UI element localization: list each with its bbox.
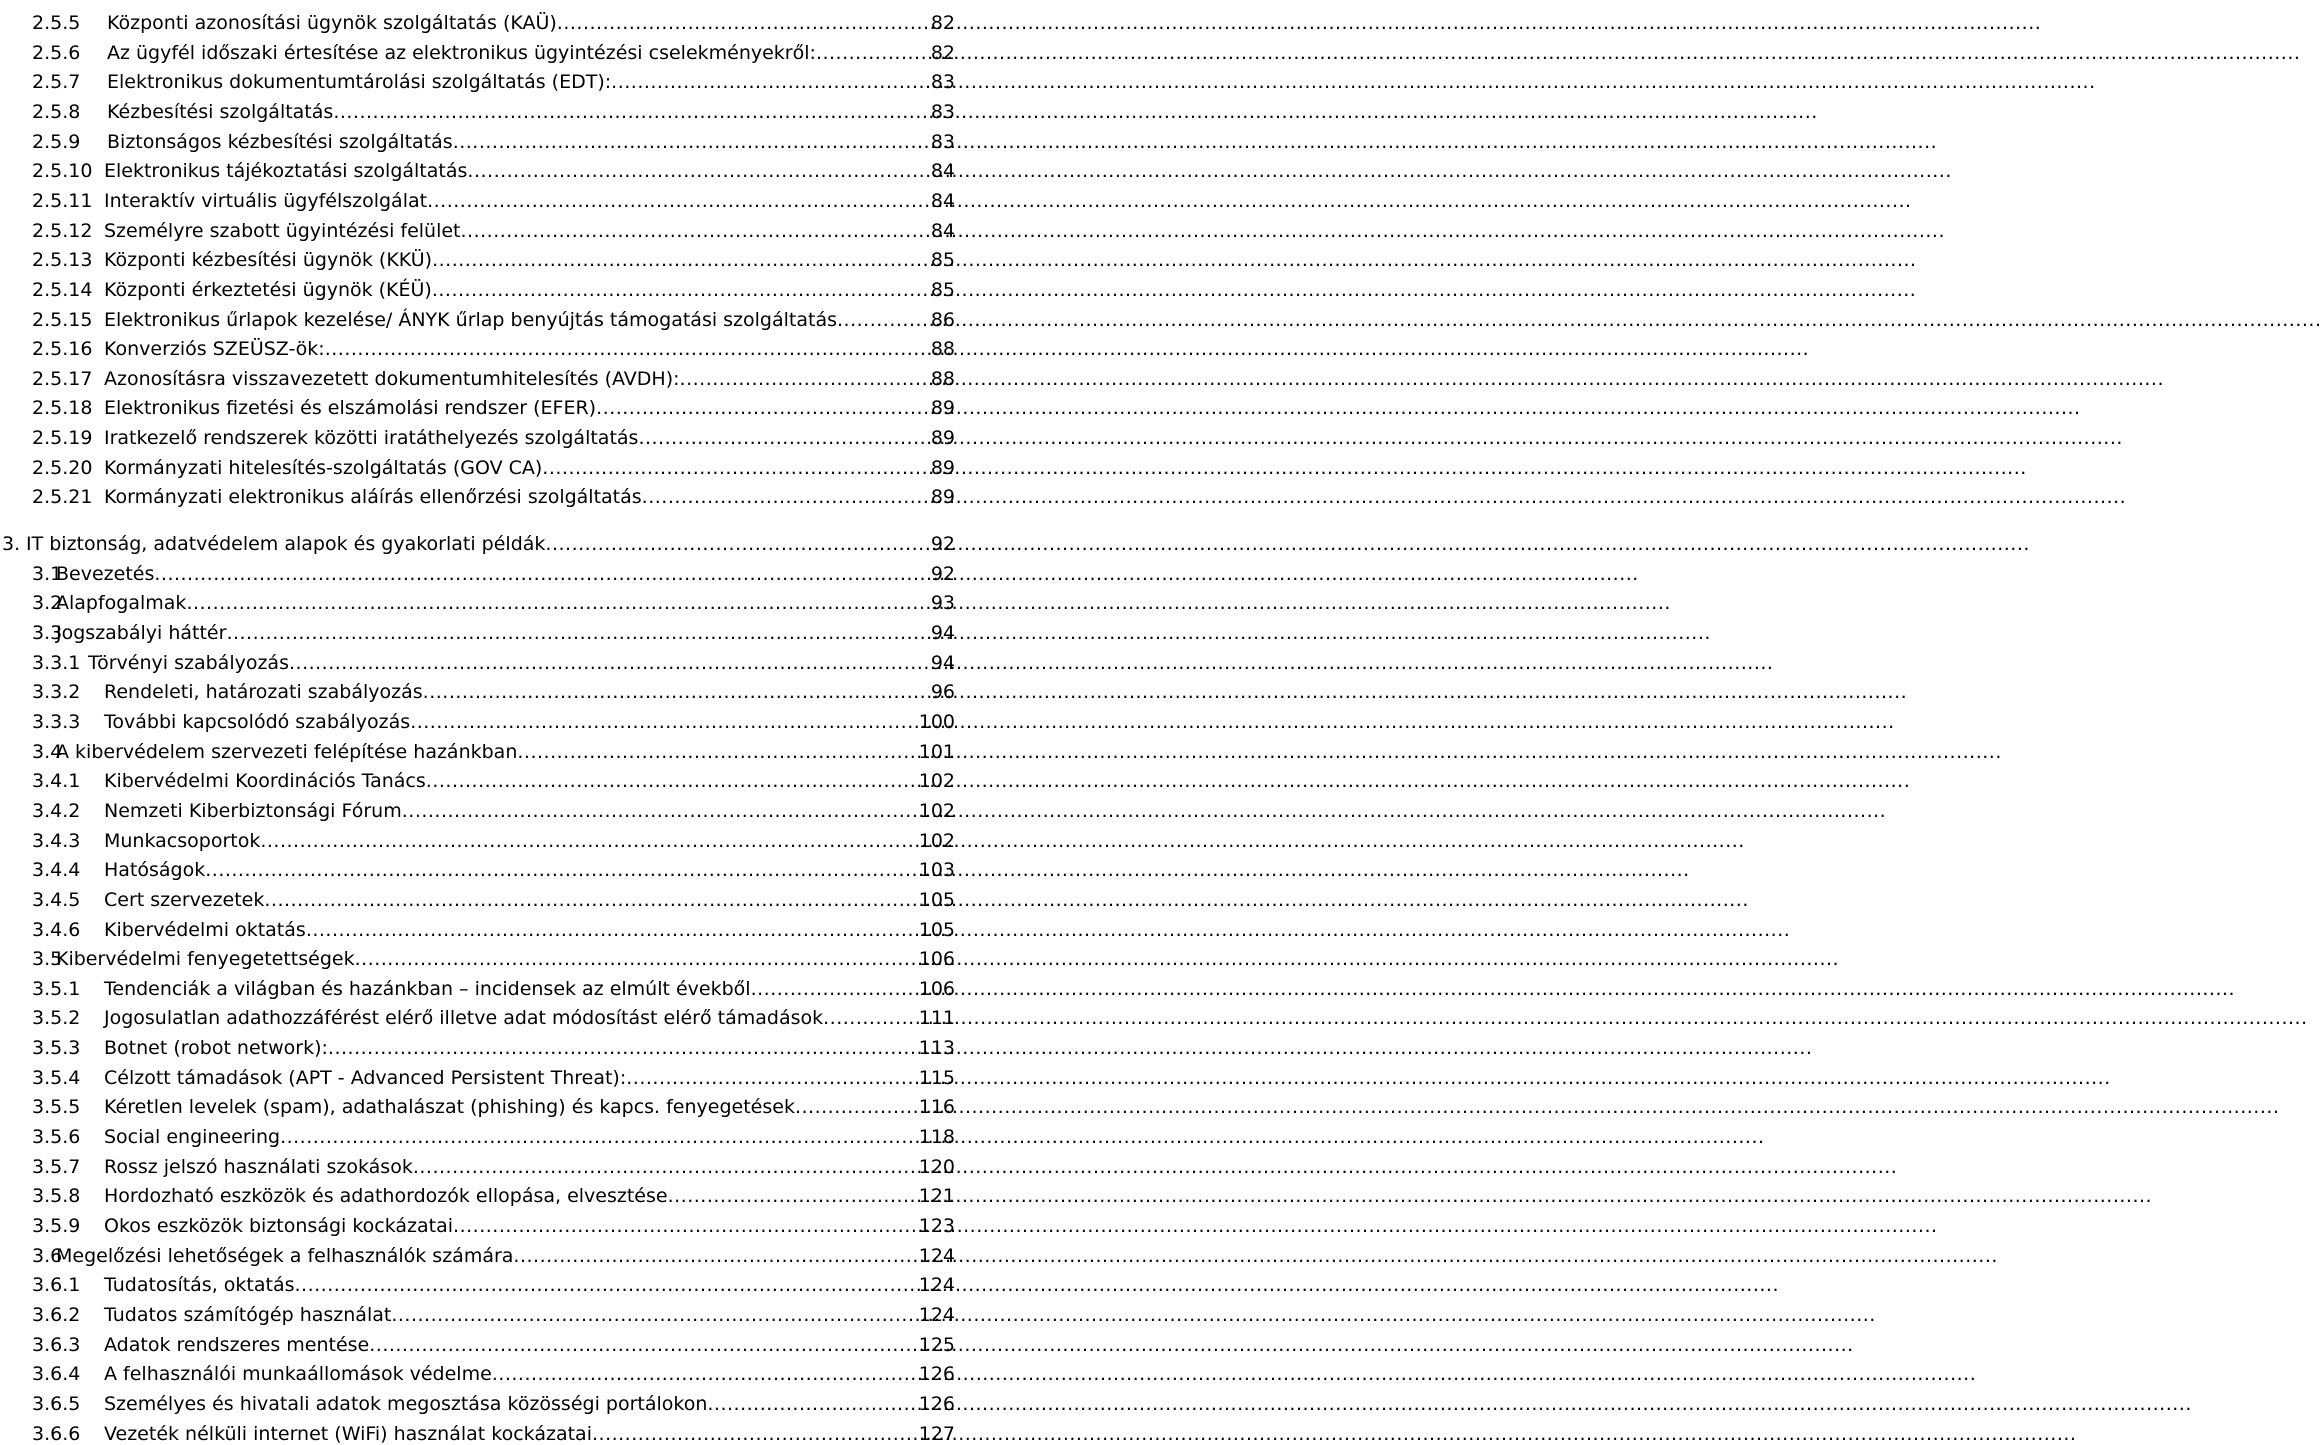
toc-entry-page-number: 126 bbox=[918, 1392, 955, 1415]
toc-entry-title: Interaktív virtuális ügyfélszolgálat bbox=[104, 189, 428, 212]
dot-leader bbox=[325, 338, 930, 360]
toc-entry-title: Konverziós SZEÜSZ-ök: bbox=[104, 338, 325, 361]
toc-entry-number: 2.5.13 bbox=[32, 249, 93, 272]
dot-leader bbox=[402, 800, 918, 822]
toc-entry-page-number: 102 bbox=[918, 829, 955, 852]
toc-entry-page-number: 102 bbox=[918, 799, 955, 822]
dot-leader bbox=[289, 652, 930, 674]
toc-entry-number: 2.5.16 bbox=[32, 338, 93, 361]
toc-entry-number: 3.4.3 bbox=[32, 829, 81, 852]
toc-entry-title: Okos eszközök biztonsági kockázatai bbox=[104, 1215, 454, 1237]
toc-entry-number: 2.5.20 bbox=[32, 456, 93, 479]
dot-leader bbox=[186, 592, 929, 614]
toc-entry-number: 3.6.5 bbox=[32, 1392, 81, 1415]
toc-entry-number: 3.6.3 bbox=[32, 1333, 81, 1356]
toc-entry-page-number: 93 bbox=[930, 592, 955, 615]
toc-entry[interactable] bbox=[32, 793, 955, 822]
toc-entry-page-number: 85 bbox=[930, 278, 955, 301]
dot-leader bbox=[638, 427, 929, 449]
toc-entry-number: 2.5.8 bbox=[32, 100, 81, 123]
toc-entry[interactable] bbox=[32, 361, 955, 390]
dot-leader bbox=[823, 1007, 918, 1029]
toc-entry-title: Elektronikus fizetési és elszámolási rendszer (EFER) bbox=[104, 397, 597, 420]
toc-entry[interactable] bbox=[2, 526, 955, 555]
toc-entry-title: Célzott támadások (APT - Advanced Persistent Threat): bbox=[104, 1066, 627, 1089]
toc-entry-number: 2.5.9 bbox=[32, 130, 81, 153]
dot-leader bbox=[542, 457, 930, 479]
dot-leader bbox=[306, 919, 918, 941]
dot-leader bbox=[432, 279, 930, 301]
toc-entry-title: Központi azonosítási ügynök szolgáltatás (KAÜ) bbox=[107, 12, 557, 34]
toc-entry-page-number: 101 bbox=[918, 740, 955, 763]
toc-entry-title: A felhasználói munkaállomások védelme bbox=[104, 1363, 492, 1386]
toc-entry[interactable] bbox=[32, 124, 955, 153]
dot-leader bbox=[816, 42, 930, 64]
toc-entry-page-number: 84 bbox=[930, 219, 955, 242]
toc-entry-number: 3.5.9 bbox=[32, 1215, 81, 1237]
toc-entry-page-number: 82 bbox=[930, 41, 955, 64]
toc-entry-page-number: 89 bbox=[930, 486, 955, 509]
dot-leader bbox=[467, 160, 929, 182]
toc-entry-number: 3.5.2 bbox=[32, 1007, 81, 1030]
dot-leader bbox=[391, 1304, 917, 1326]
toc-entry[interactable] bbox=[32, 734, 955, 763]
toc-entry[interactable] bbox=[32, 302, 955, 331]
toc-entry-title: Tendenciák a világban és hazánkban – incidensek az elmúlt évekből bbox=[104, 977, 751, 1000]
dot-leader bbox=[513, 1245, 917, 1267]
toc-entry-number: 3.4.6 bbox=[32, 918, 81, 941]
toc-entry-page-number: 124 bbox=[918, 1274, 955, 1297]
toc-entry-title: Bevezetés bbox=[56, 562, 155, 585]
dot-leader bbox=[369, 1334, 918, 1356]
toc-entry-page-number: 84 bbox=[930, 160, 955, 183]
toc-entry-page-number: 94 bbox=[930, 622, 955, 644]
toc-entry-page-number: 116 bbox=[918, 1096, 955, 1119]
dot-leader bbox=[264, 889, 917, 911]
toc-entry[interactable] bbox=[32, 272, 955, 301]
toc-entry-number: 3.4.2 bbox=[32, 799, 81, 822]
toc-entry-number: 3.6.2 bbox=[32, 1303, 81, 1326]
dot-leader bbox=[453, 1215, 918, 1237]
toc-entry-page-number: 102 bbox=[918, 770, 955, 793]
toc-entry-number: 3.2 bbox=[32, 592, 63, 615]
toc-entry-page-number: 85 bbox=[930, 249, 955, 272]
toc-entry-title: Kormányzati hitelesítés-szolgáltatás (GOV CA) bbox=[104, 456, 543, 479]
toc-entry-page-number: 92 bbox=[930, 562, 955, 585]
toc-entry[interactable] bbox=[32, 390, 955, 419]
toc-entry[interactable] bbox=[32, 1178, 955, 1207]
toc-entry-page-number: 111 bbox=[918, 1007, 955, 1030]
toc-entry-page-number: 125 bbox=[918, 1333, 955, 1356]
toc-entry-number: 3.5.3 bbox=[32, 1037, 81, 1060]
toc-entry-title: Munkacsoportok bbox=[104, 829, 261, 852]
dot-leader bbox=[328, 1037, 918, 1059]
dot-leader bbox=[423, 681, 930, 703]
toc-entry-title: Tudatosítás, oktatás bbox=[104, 1274, 295, 1297]
toc-entry[interactable] bbox=[32, 704, 955, 733]
toc-entry-page-number: 126 bbox=[918, 1363, 955, 1386]
toc-entry-number: 3.5.6 bbox=[32, 1126, 81, 1149]
toc-entry-page-number: 124 bbox=[918, 1303, 955, 1326]
toc-entry-number: 3.4 bbox=[32, 740, 63, 763]
toc-entry-number: 3.5.1 bbox=[32, 977, 81, 1000]
toc-entry-number: 2.5.19 bbox=[32, 427, 93, 450]
dot-leader bbox=[461, 220, 930, 242]
toc-entry-title: Megelőzési lehetőségek a felhasználók számára bbox=[56, 1244, 514, 1267]
toc-entry[interactable] bbox=[32, 183, 955, 212]
toc-entry-number: 3.3 bbox=[32, 622, 63, 644]
toc-entry-title: Jogosulatlan adathozzáférést elérő illetve adat módosítást elérő támadások bbox=[104, 1007, 824, 1030]
toc-entry-page-number: 105 bbox=[918, 888, 955, 911]
toc-entry-number: 3.1 bbox=[32, 562, 63, 585]
dot-leader bbox=[837, 309, 930, 331]
toc-entry-page-number: 92 bbox=[930, 533, 955, 556]
toc-entry-title: Törvényi szabályozás bbox=[88, 651, 289, 674]
toc-entry-page-number: 100 bbox=[918, 710, 955, 733]
toc-entry[interactable] bbox=[32, 556, 955, 585]
toc-entry-number: 3.3.3 bbox=[32, 710, 81, 733]
toc-entry-title: Kézbesítési szolgáltatás bbox=[107, 100, 334, 123]
dot-leader bbox=[432, 249, 930, 271]
toc-entry-title: Rendeleti, határozati szabályozás bbox=[104, 681, 423, 704]
toc-entry-number: 3.4.1 bbox=[32, 770, 81, 793]
toc-entry-page-number: 82 bbox=[930, 12, 955, 34]
toc-entry-title: További kapcsolódó szabályozás bbox=[104, 710, 411, 733]
toc-entry-title: Azonosításra visszavezetett dokumentumhitelesítés (AVDH): bbox=[104, 367, 680, 390]
toc-entry-number: 2.5.17 bbox=[32, 367, 93, 390]
dot-leader bbox=[795, 1096, 918, 1118]
dot-leader bbox=[453, 131, 930, 153]
toc-entry-page-number: 86 bbox=[930, 308, 955, 331]
toc-entry[interactable] bbox=[32, 331, 955, 360]
dot-leader bbox=[707, 1393, 917, 1415]
toc-entry[interactable] bbox=[32, 882, 955, 911]
toc-entry-number: 3.5.8 bbox=[32, 1185, 81, 1208]
toc-entry-title: Cert szervezetek bbox=[104, 888, 265, 911]
toc-entry-page-number: 123 bbox=[918, 1215, 955, 1237]
dot-leader bbox=[426, 770, 918, 792]
toc-entry-number: 2.5.11 bbox=[32, 189, 93, 212]
toc-entry-page-number: 84 bbox=[930, 189, 955, 212]
toc-entry-title: Social engineering bbox=[104, 1126, 281, 1149]
dot-leader bbox=[226, 622, 929, 644]
toc-entry-title: Adatok rendszeres mentése bbox=[104, 1333, 370, 1356]
toc-entry[interactable] bbox=[32, 645, 955, 674]
toc-entry-number: 2.5.18 bbox=[32, 397, 93, 420]
toc-entry[interactable] bbox=[32, 1356, 955, 1385]
toc-entry[interactable] bbox=[32, 1416, 955, 1445]
toc-entry[interactable] bbox=[32, 823, 955, 852]
toc-entry[interactable] bbox=[32, 912, 955, 941]
toc-entry-page-number: 89 bbox=[930, 397, 955, 420]
toc-entry-title: Nemzeti Kiberbiztonsági Fórum bbox=[104, 799, 402, 822]
dot-leader bbox=[517, 741, 917, 763]
toc-entry-page-number: 89 bbox=[930, 427, 955, 450]
toc-entry-title: Iratkezelő rendszerek közötti iratáthelyezés szolgáltatás bbox=[104, 427, 639, 450]
toc-entry-number: 3. bbox=[2, 533, 21, 556]
toc-entry[interactable] bbox=[32, 1208, 955, 1237]
toc-entry-title: Botnet (robot network): bbox=[104, 1037, 328, 1060]
toc-entry-number: 3.6.1 bbox=[32, 1274, 81, 1297]
dot-leader bbox=[680, 368, 930, 390]
toc-entry-title: Kibervédelmi fenyegetettségek bbox=[56, 948, 355, 971]
toc-entry-number: 2.5.5 bbox=[32, 12, 81, 34]
toc-entry-title: Kibervédelmi oktatás bbox=[104, 918, 306, 941]
toc-entry-title: Kormányzati elektronikus aláírás ellenőrzési szolgáltatás bbox=[104, 486, 642, 509]
dot-leader bbox=[492, 1363, 918, 1385]
toc-entry[interactable] bbox=[32, 1030, 955, 1059]
toc-entry-number: 3.6 bbox=[32, 1244, 63, 1267]
dot-leader bbox=[205, 859, 918, 881]
toc-entry[interactable] bbox=[32, 1386, 955, 1415]
toc-entry-page-number: 88 bbox=[930, 367, 955, 390]
toc-entry-number: 2.5.21 bbox=[32, 486, 93, 509]
toc-entry-page-number: 120 bbox=[918, 1155, 955, 1178]
toc-entry-title: Alapfogalmak bbox=[56, 592, 187, 615]
toc-entry[interactable] bbox=[32, 35, 955, 64]
toc-entry[interactable] bbox=[32, 1119, 955, 1148]
dot-leader bbox=[355, 948, 918, 970]
toc-entry-title: Központi érkeztetési ügynök (KÉÜ) bbox=[104, 278, 432, 301]
toc-entry-page-number: 96 bbox=[930, 681, 955, 704]
toc-entry-page-number: 94 bbox=[930, 651, 955, 674]
toc-entry-page-number: 105 bbox=[918, 918, 955, 941]
toc-entry-title: Rossz jelszó használati szokások bbox=[104, 1155, 413, 1178]
toc-entry-page-number: 106 bbox=[918, 948, 955, 971]
toc-entry-title: IT biztonság, adatvédelem alapok és gyakorlati példák bbox=[26, 533, 546, 556]
toc-entry[interactable] bbox=[32, 585, 955, 614]
dot-leader bbox=[596, 397, 930, 419]
toc-entry[interactable] bbox=[32, 1327, 955, 1356]
toc-entry[interactable] bbox=[32, 213, 955, 242]
toc-entry-page-number: 88 bbox=[930, 338, 955, 361]
dot-leader bbox=[557, 12, 930, 34]
toc-entry-title: Kéretlen levelek (spam), adathalászat (phishing) és kapcs. fenyegetések bbox=[104, 1096, 795, 1119]
toc-entry-title: Elektronikus űrlapok kezelése/ ÁNYK űrlap benyújtás támogatási szolgáltatás bbox=[104, 308, 838, 331]
toc-entry-number: 3.4.4 bbox=[32, 859, 81, 882]
toc-entry-number: 3.3.2 bbox=[32, 681, 81, 704]
toc-entry-number: 2.5.10 bbox=[32, 160, 93, 183]
toc-entry-number: 3.3.1 bbox=[32, 651, 81, 674]
toc-entry[interactable] bbox=[32, 242, 955, 271]
toc-entry-page-number: 83 bbox=[930, 130, 955, 153]
toc-entry-title: Elektronikus tájékoztatási szolgáltatás bbox=[104, 160, 468, 183]
toc-entry-number: 3.5.4 bbox=[32, 1066, 81, 1089]
toc-entry[interactable] bbox=[32, 1238, 955, 1267]
toc-entry-title: Személyre szabott ügyintézési felület bbox=[104, 219, 461, 242]
toc-entry[interactable] bbox=[32, 941, 955, 970]
toc-entry-page-number: 113 bbox=[918, 1037, 955, 1060]
toc-entry-number: 3.5 bbox=[32, 948, 63, 971]
toc-entry[interactable] bbox=[32, 64, 955, 93]
toc-entry[interactable] bbox=[32, 852, 955, 881]
dot-leader bbox=[295, 1274, 918, 1296]
toc-entry-title: Vezeték nélküli internet (WiFi) használat kockázatai bbox=[104, 1422, 592, 1445]
toc-entry-title: Kibervédelmi Koordinációs Tanács bbox=[104, 770, 426, 793]
toc-entry[interactable] bbox=[32, 94, 955, 123]
dot-leader bbox=[668, 1185, 918, 1207]
toc-entry[interactable] bbox=[32, 1149, 955, 1178]
toc-entry[interactable] bbox=[32, 1297, 955, 1326]
toc-entry-page-number: 83 bbox=[930, 71, 955, 94]
dot-leader bbox=[642, 486, 930, 508]
toc-entry-number: 2.5.6 bbox=[32, 41, 81, 64]
toc-entry-page-number: 121 bbox=[918, 1185, 955, 1208]
toc-entry-title: Hatóságok bbox=[104, 859, 206, 882]
toc-entry[interactable] bbox=[32, 420, 955, 449]
dot-leader bbox=[592, 1423, 918, 1445]
dot-leader bbox=[545, 533, 929, 555]
toc-entry-title: Jogszabályi háttér bbox=[56, 622, 227, 644]
dot-leader bbox=[260, 830, 917, 852]
dot-leader bbox=[280, 1126, 918, 1148]
toc-entry-title: Központi kézbesítési ügynök (KKÜ) bbox=[104, 249, 433, 272]
toc-entry-title: Személyes és hivatali adatok megosztása közösségi portálokon bbox=[104, 1392, 708, 1415]
toc-entry-title: Hordozható eszközök és adathordozók ellopása, elvesztése bbox=[104, 1185, 668, 1208]
toc-entry-number: 3.6.6 bbox=[32, 1422, 81, 1445]
toc-entry-page-number: 89 bbox=[930, 456, 955, 479]
toc-entry-number: 2.5.12 bbox=[32, 219, 93, 242]
toc-entry-page-number: 127 bbox=[918, 1422, 955, 1445]
toc-entry[interactable] bbox=[32, 674, 955, 703]
toc-entry-page-number: 115 bbox=[918, 1066, 955, 1089]
toc-entry-number: 2.5.15 bbox=[32, 308, 93, 331]
toc-entry[interactable] bbox=[32, 153, 955, 182]
toc-entry[interactable] bbox=[32, 5, 955, 34]
toc-entry-number: 3.5.7 bbox=[32, 1155, 81, 1178]
dot-leader bbox=[410, 711, 918, 733]
toc-entry-number: 3.4.5 bbox=[32, 888, 81, 911]
toc-entry-number: 2.5.14 bbox=[32, 278, 93, 301]
toc-entry-number: 2.5.7 bbox=[32, 71, 81, 94]
toc-entry[interactable] bbox=[32, 1060, 955, 1089]
toc-entry-title: Az ügyfél időszaki értesítése az elektronikus ügyintézési cselekményekről: bbox=[107, 41, 816, 64]
toc-entry-page-number: 83 bbox=[930, 100, 955, 123]
toc-entry-title: Biztonságos kézbesítési szolgáltatás bbox=[107, 130, 453, 153]
toc-entry[interactable] bbox=[32, 450, 955, 479]
toc-entry[interactable] bbox=[32, 971, 955, 1000]
toc-entry-title: A kibervédelem szervezeti felépítése hazánkban bbox=[56, 740, 518, 763]
toc-entry[interactable] bbox=[32, 1267, 955, 1296]
toc-entry[interactable] bbox=[32, 1089, 955, 1118]
dot-leader bbox=[626, 1067, 917, 1089]
toc-entry-page-number: 106 bbox=[918, 977, 955, 1000]
toc-entry[interactable] bbox=[32, 1000, 955, 1029]
dot-leader bbox=[751, 978, 918, 1000]
toc-entry-title: Elektronikus dokumentumtárolási szolgáltatás (EDT): bbox=[107, 71, 612, 94]
dot-leader bbox=[427, 190, 930, 212]
toc-entry[interactable] bbox=[32, 615, 955, 644]
dot-leader bbox=[413, 1156, 918, 1178]
dot-leader bbox=[333, 101, 930, 123]
toc-entry-page-number: 118 bbox=[918, 1126, 955, 1149]
toc-entry-page-number: 124 bbox=[918, 1244, 955, 1267]
toc-entry[interactable] bbox=[32, 763, 955, 792]
toc-entry-page-number: 103 bbox=[918, 859, 955, 882]
dot-leader bbox=[154, 563, 929, 585]
toc-entry[interactable] bbox=[32, 479, 955, 508]
toc-entry-number: 3.6.4 bbox=[32, 1363, 81, 1386]
toc-entry-title: Tudatos számítógép használat bbox=[104, 1303, 392, 1326]
dot-leader bbox=[611, 71, 930, 93]
toc-entry-number: 3.5.5 bbox=[32, 1096, 81, 1119]
